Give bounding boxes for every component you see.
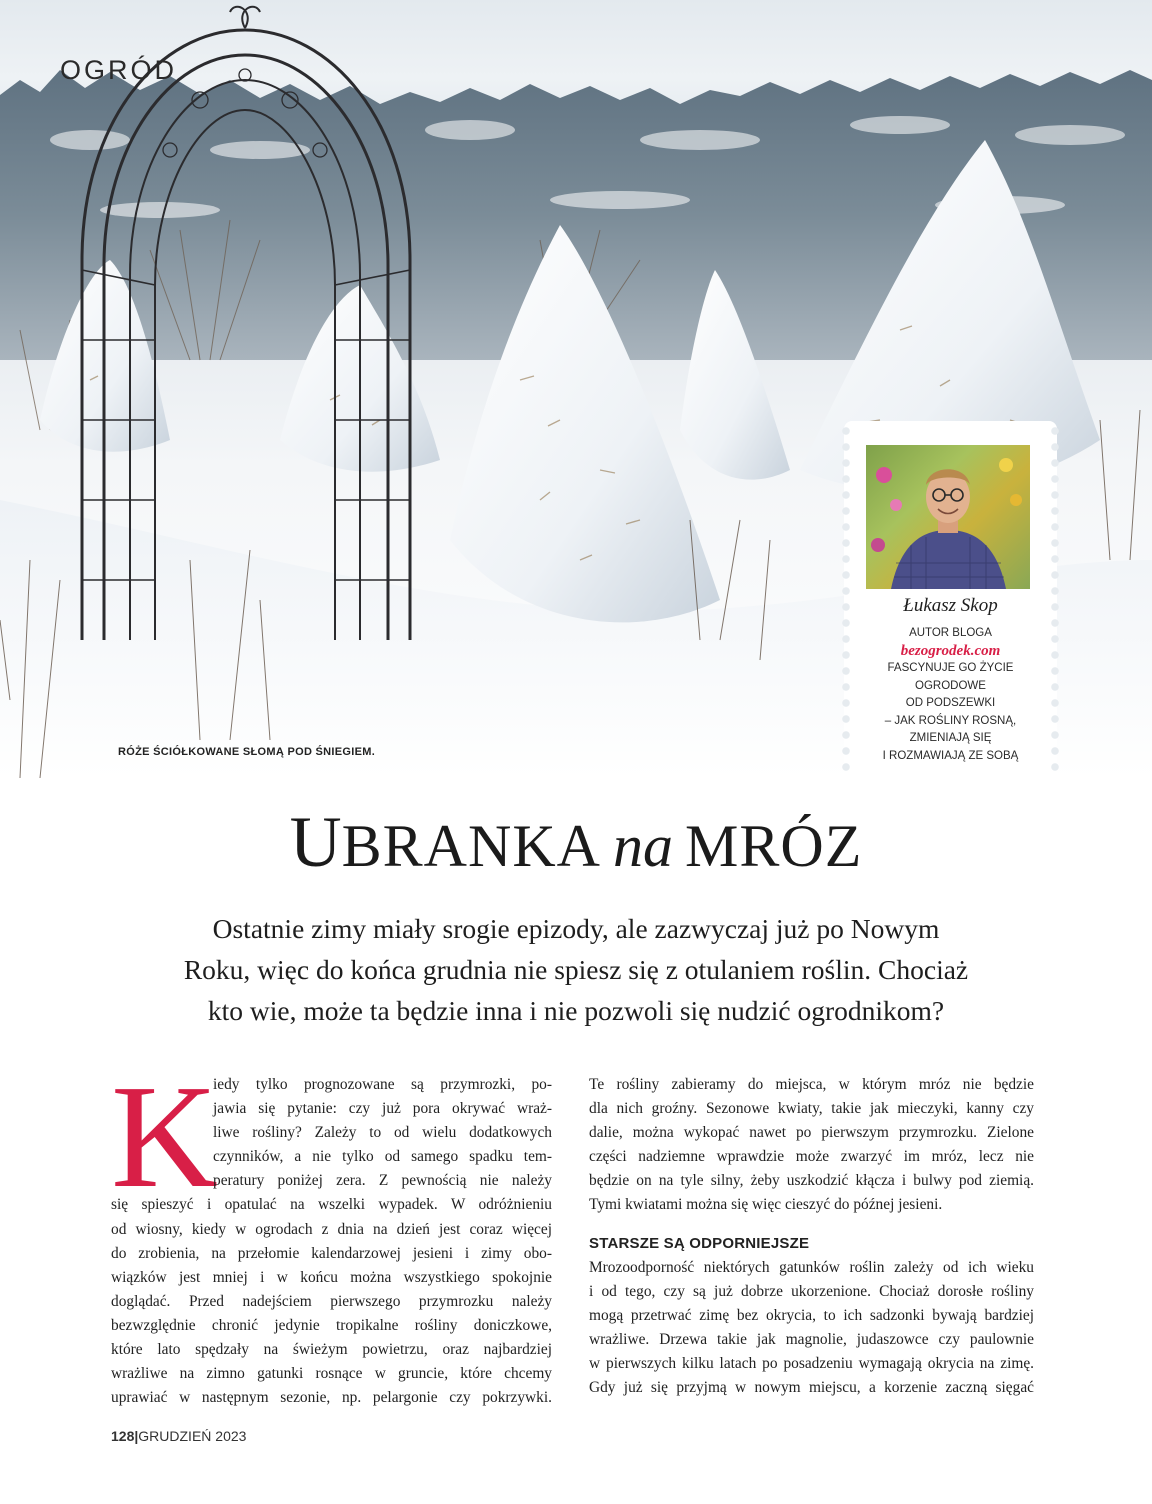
drop-cap: K [111,1055,218,1219]
folio-separator: | [134,1428,139,1444]
body-line: które lato spędzały na świeżym powietrzu, oraz najbardziej [111,1341,552,1359]
body-line: będzie on na tyle silny, żeby uszkodzić kłącza i bulwy pod ziemią. [589,1172,1034,1190]
author-bio-line: ZMIENIAJĄ SIĘ [909,732,992,744]
body-line: bezwzględnie chronić jedynie tropikalne rośliny doniczkowe, [111,1316,552,1334]
photo-caption: RÓŻE ŚCIÓŁKOWANE SŁOMĄ POD ŚNIEGIEM. [118,746,376,758]
blog-link[interactable]: bezogrodek.com [900,642,1001,659]
body-line: liwe rośliny? Zależy to od wielu dodatkowych [213,1124,552,1142]
headline-word-2: na [613,813,673,879]
lead-line: Roku, więc do końca grudnia nie spiesz się z otulaniem roślin. Chociaż [183,954,969,985]
article-headline [0,802,1152,882]
body-line: części nadziemne wprawdzie może zwarzyć im mróz, lecz nie [589,1148,1034,1166]
author-card [846,423,1055,778]
headline-word-3: MRÓZ [685,813,863,879]
body-line: czynników, a nie tylko od samego spadku tem- [213,1148,552,1166]
section-subheading: STARSZE SĄ ODPORNIEJSZE [589,1234,810,1252]
page-folio [111,1428,246,1444]
body-line: mogą przetrwać zimę bez okrycia, to ich sadzonki bywają bardziej [589,1306,1034,1324]
body-line: dla nich groźny. Sezonowe kwiaty, takie jak mieczyki, kanny czy [589,1100,1034,1118]
body-line: uprawiać w następnym sezonie, np. pelargonie czy pokrzywki. [111,1389,552,1407]
page-number: 128 [111,1428,135,1444]
author-shirt [891,530,1006,589]
body-column-left [111,1073,552,1410]
headline-word-1: BRANKA [341,813,601,879]
author-role: AUTOR BLOGA [909,627,992,639]
author-name: Łukasz Skop [903,595,998,616]
author-photo [866,445,1030,589]
body-line: doglądać. Przed nadejściem pierwszego przymrozku należy [111,1292,552,1310]
body-line: wrażliwe. Drzewa takie jak magnolie, judaszowce czy paulownie [589,1330,1034,1348]
body-line: do zrobienia, na przełomie kalendarzowej jesieni i zimy obo- [111,1244,552,1262]
lead-line: Ostatnie zimy miały srogie epizody, ale zazwyczaj już po Nowym [212,913,940,944]
author-bio-line: OD PODSZEWKI [905,697,996,709]
article-lead [100,908,1052,1031]
section-label: OGRÓD [60,55,178,85]
author-bio-line: OGRODOWE [915,679,986,692]
body-line: jawia się pytanie: czy już pora okrywać wraż- [213,1100,552,1118]
author-bio-line: FASCYNUJE GO ŻYCIE [887,662,1014,674]
body-line: peratury poniżej zera. Z pewnością nie należy [213,1172,552,1190]
body-line: i od tego, czy są już dobrze ukorzenione. Chociaż dorosłe rośliny [589,1282,1034,1300]
body-line: dalie, można wykopać nawet po pierwszym przymrozku. Zielone [589,1124,1034,1142]
body-line: Te rośliny zabieramy do miejsca, w którym mróz nie będzie [589,1076,1034,1093]
body-line: wrażliwe na zimno gatunki rosnące w gruncie, które chcemy [111,1365,552,1383]
lead-line: kto wie, może ta będzie inna i nie pozwoli się nudzić ogrodnikom? [207,995,945,1026]
body-line: wiązków jest mniej i w końcu można wszystkiego spokojnie [111,1268,552,1286]
body-line: Mrozoodporność niektórych gatunków roślin zależy od ich wieku [589,1258,1034,1276]
author-bio-line: I ROZMAWIAJĄ ZE SOBĄ [882,749,1019,762]
body-line: od wiosny, kiedy w ogrodach z dnia na dzień jest coraz więcej [111,1220,552,1238]
issue-date: GRUDZIEŃ 2023 [138,1428,247,1444]
body-line: Tymi kwiatami można się więc cieszyć do późnej jesieni. [589,1196,943,1214]
body-column-right [589,1073,1034,1400]
author-bio [846,625,1055,765]
author-bio-line: – JAK ROŚLINY ROSNĄ, [884,714,1017,727]
body-line: Gdy już się przyjmą w nowym miejscu, a korzenie zaczną sięgać [589,1379,1034,1397]
body-line: iedy tylko prognozowane są przymrozki, po- [213,1076,552,1093]
body-line: w pierwszych kilku latach po posadzeniu wymagają okrycia na zimę. [589,1355,1034,1373]
body-line: się spieszyć i opatulać na wszelki wypadek. W odróżnieniu [111,1196,552,1214]
headline-initial: U [289,802,342,882]
